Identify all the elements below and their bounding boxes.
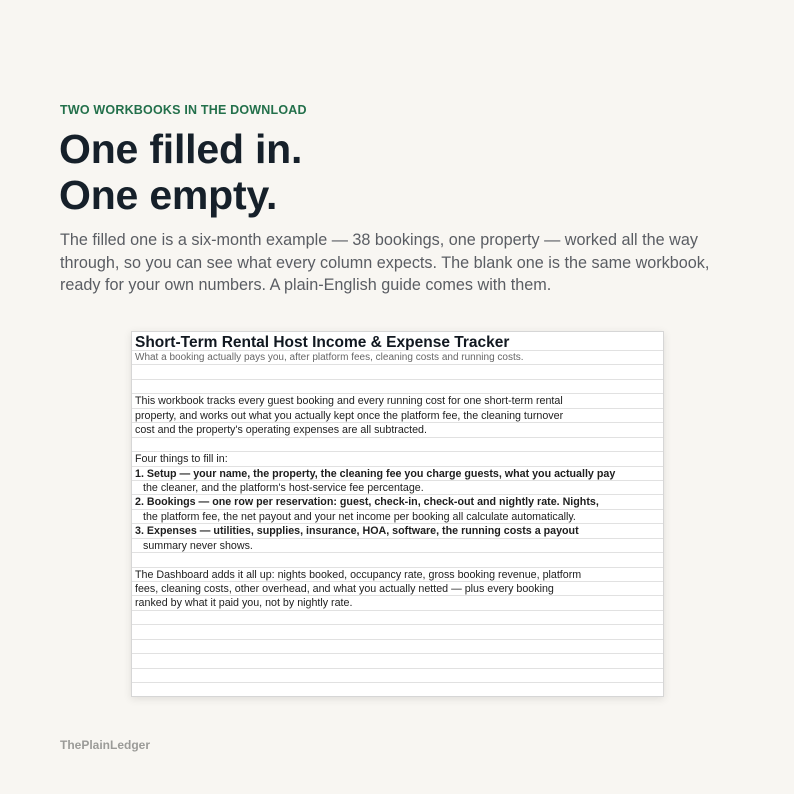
sheet-empty-row xyxy=(132,683,663,697)
lead-paragraph xyxy=(60,229,740,297)
sheet-dashboard-row: ranked by what it paid you, not by nightly rate. xyxy=(132,596,663,610)
section-eyebrow: TWO WORKBOOKS IN THE DOWNLOAD xyxy=(60,103,307,117)
sheet-empty-row xyxy=(132,654,663,668)
headline xyxy=(59,126,302,218)
sheet-empty-row xyxy=(132,669,663,683)
sheet-empty-row xyxy=(132,625,663,639)
sheet-empty-row xyxy=(132,553,663,567)
lead-line: The filled one is a six-month example — 38 bookings, one property — worked all the way xyxy=(60,231,698,249)
sheet-step-cont-row: the cleaner, and the platform's host-service fee percentage. xyxy=(132,481,663,495)
sheet-empty-row xyxy=(132,365,663,379)
sheet-intro-row: This workbook tracks every guest booking and every running cost for one short-term rental xyxy=(132,394,663,408)
headline-line-1: One filled in. xyxy=(59,126,303,172)
lead-line: through, so you can see what every column expects. The blank one is the same workbook, xyxy=(60,253,710,272)
sheet-steps-heading: Four things to fill in: xyxy=(132,452,663,466)
sheet-step-row: 2. Bookings — one row per reservation: guest, check-in, check-out and nightly rate. Nights, xyxy=(132,495,663,509)
sheet-empty-row xyxy=(132,438,663,452)
headline-line-2: One empty. xyxy=(59,172,278,218)
sheet-step-cont-row: the platform fee, the net payout and your net income per booking all calculate automatically. xyxy=(132,510,663,524)
sheet-step-row: 1. Setup — your name, the property, the cleaning fee you charge guests, what you actually pay xyxy=(132,467,663,481)
sheet-dashboard-row: fees, cleaning costs, other overhead, and what you actually netted — plus every booking xyxy=(132,582,663,596)
sheet-title: Short-Term Rental Host Income & Expense Tracker xyxy=(132,332,663,351)
sheet-step-cont-row: summary never shows. xyxy=(132,539,663,553)
sheet-empty-row xyxy=(132,640,663,654)
lead-line: ready for your own numbers. A plain-English guide comes with them. xyxy=(60,276,552,294)
sheet-empty-row xyxy=(132,611,663,625)
sheet-subtitle: What a booking actually pays you, after platform fees, cleaning costs and running costs. xyxy=(132,351,663,365)
sheet-step-row: 3. Expenses — utilities, supplies, insurance, HOA, software, the running costs a payout xyxy=(132,524,663,538)
sheet-empty-row xyxy=(132,380,663,394)
brand-footer: ThePlainLedger xyxy=(60,738,151,752)
sheet-intro-row: cost and the property's operating expenses are all subtracted. xyxy=(132,423,663,437)
sheet-dashboard-row: The Dashboard adds it all up: nights booked, occupancy rate, gross booking revenue, platform xyxy=(132,568,663,582)
sheet-intro-row: property, and works out what you actually kept once the platform fee, the cleaning turnover xyxy=(132,409,663,423)
spreadsheet-preview xyxy=(131,331,664,697)
